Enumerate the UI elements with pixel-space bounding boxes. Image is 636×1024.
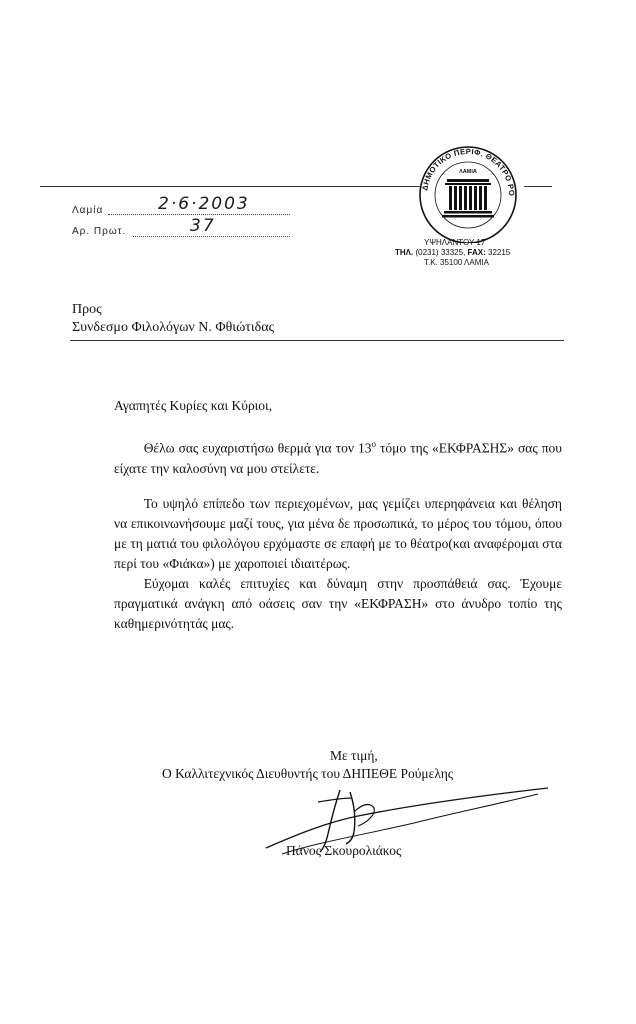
header-divider-right [524,186,552,187]
date-value: 2·6·2003 [158,194,250,214]
paragraph-thanks-b: τόμο της «ΕΚΦΡΑΣΗΣ» σας που είχατε την καλοσύνη να μου στείλετε. [114,440,562,476]
recipient-divider [70,340,564,341]
closing-title: Ο Καλλιτεχνικός Διευθυντής του ΔΗΠΕΘΕ Ρούμελης [162,766,454,781]
theatre-logo [412,143,524,243]
date-label: Λαμία [72,205,104,216]
paragraph-wishes: Εύχομαι καλές επιτυχίες και δύναμη στην προσπάθειά σας. Έχουμε πραγματικά ανάγκη από οάσεις σαν την «ΕΚΦΡΑΣΗ» στο άνυδρο τοπίο της καθημερινότητάς μας. [114,576,562,631]
date-dotted-line [108,214,290,215]
protocol-value: 37 [190,216,216,236]
logo-circle-text: ΔΗΜΟΤΙΚΟ ΠΕΡΙΦ. ΘΕΑΤΡΟ ΡΟ [420,146,517,197]
closing-regards: Με τιμή, [330,748,378,763]
logo-city: ΛΑΜΙΑ [459,169,477,175]
phone-label: ΤΗΛ. [395,248,414,257]
address-postal: Τ.Κ. 35100 ΛΑΜΙΑ [424,258,489,267]
closing-name: Πάνος Σκουρολιάκος [286,843,402,858]
header-divider-left [40,186,420,187]
recipient-name: Συνδεσμο Φιλολόγων Ν. Φθιώτιδας [72,320,275,335]
paragraph-thanks [114,434,562,479]
theatre-building-icon [442,179,494,218]
paragraph-thanks-a: Θέλω σας ευχαριστήσω θερμά για τον 13 [143,440,372,456]
protocol-label: Αρ. Πρωτ. [72,226,127,237]
paragraph-content: Το υψηλό επίπεδο των περιεχομένων, μας γεμίζει υπερηφάνεια και θέληση να επικοινωνήσουμε μαζί τους, για μένα δε προσωπικά, το μέρος του τόμου, όπου με τη ματιά του φιλολόγου ερχόμαστε σε επαφή με το θέατρο(και αναφέρομαι στα περί του «Φιάκα») με χαροποιεί ιδιαιτέρως. [114,496,562,571]
address-street: ΥΨΗΛΑΝΤΟΥ 17 [424,238,486,247]
protocol-dotted-line [133,236,290,237]
fax-label: FAX: [467,248,486,257]
address-contact [395,248,510,257]
recipient-to: Προς [72,302,102,317]
superscript-ordinal: ο [371,439,376,449]
phone-number: (0231) 33325, [415,248,466,257]
fax-number: 32215 [488,248,511,257]
letter-greeting: Αγαπητές Κυρίες και Κύριοι, [114,398,273,413]
